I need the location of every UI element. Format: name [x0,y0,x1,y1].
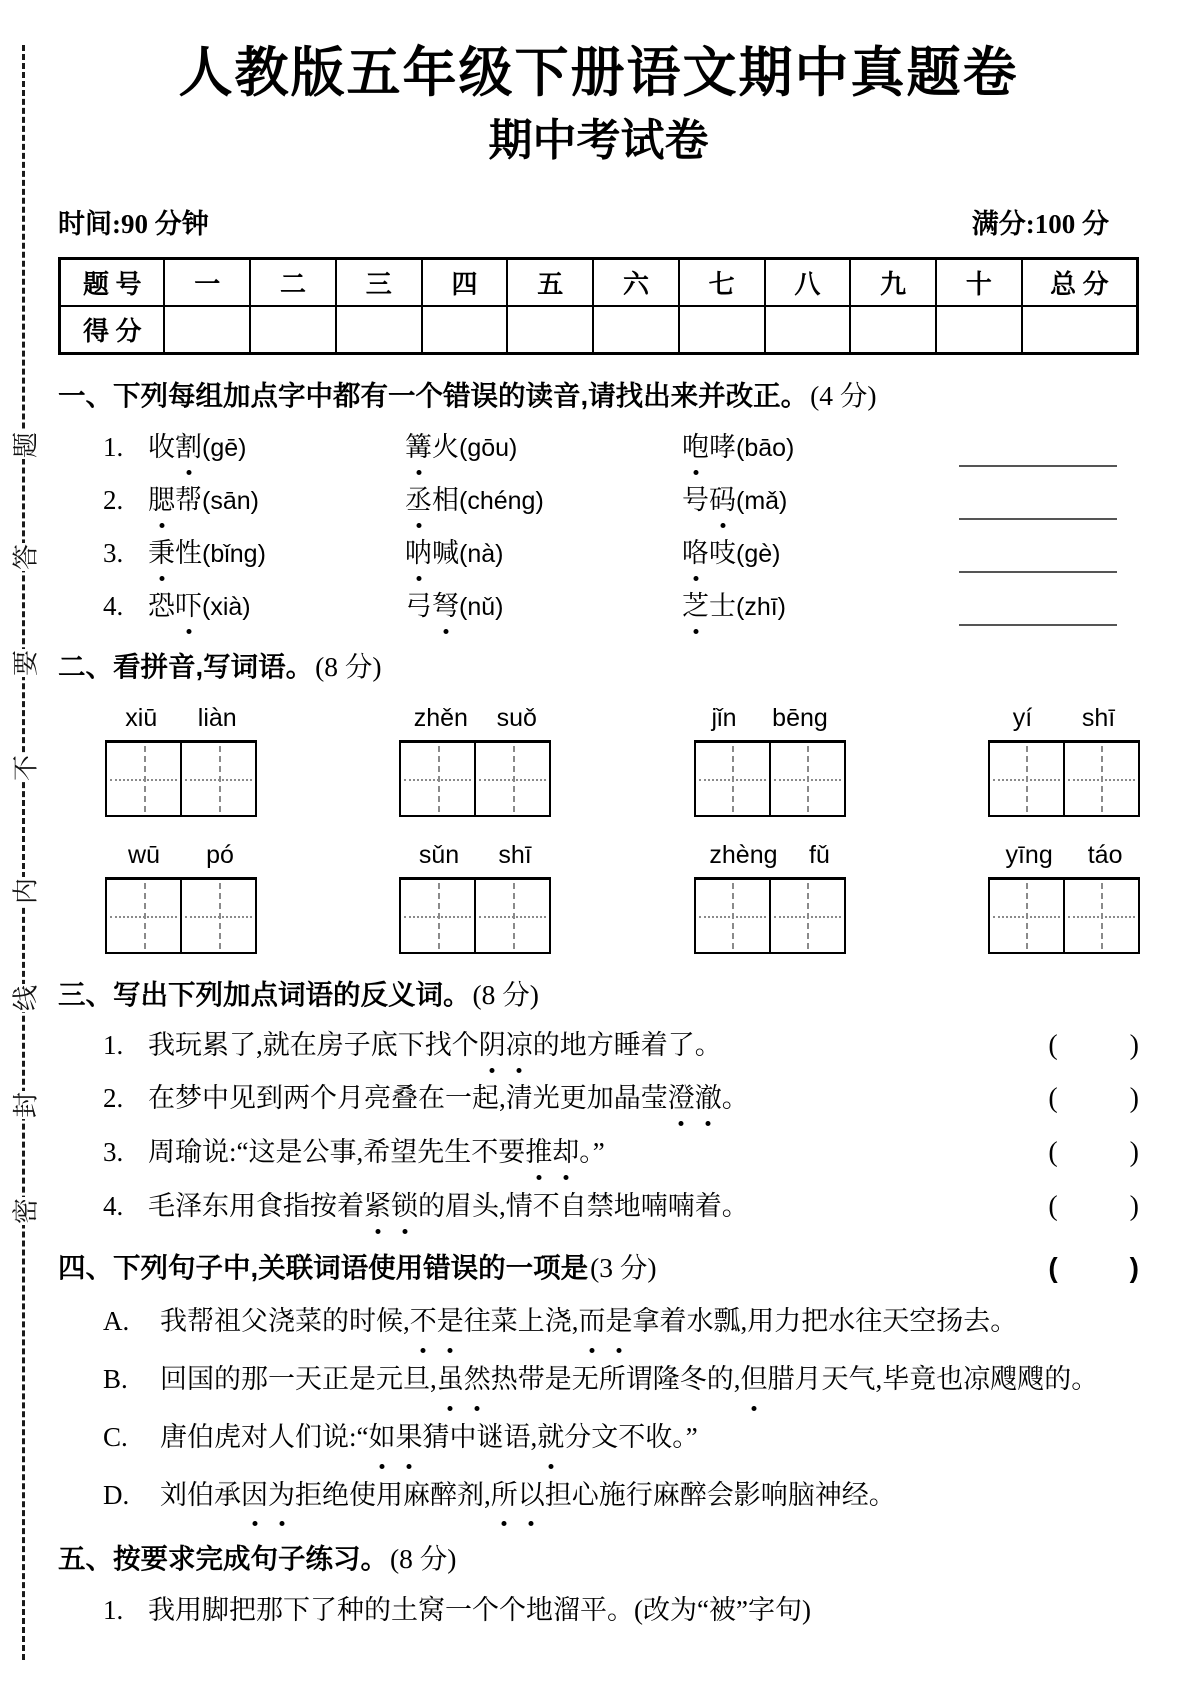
option-sentence [160,1299,1139,1345]
word-char: 弓 [405,591,432,622]
section1-points: (4 分) [810,379,877,411]
question-sentence [148,1591,1139,1630]
pinyin-syllable: jǐn [711,703,737,732]
character-writing-box [105,740,257,817]
pinyin-word-group [694,704,846,817]
bracket-close: ) [1129,1029,1139,1061]
item-number: 2. [103,1083,124,1114]
section4-heading-text: 四、下列句子中,关联词语使用错误的一项是 [58,1252,589,1284]
pinyin-label [988,704,1140,733]
character-writing-box [988,740,1140,817]
writing-cell [1063,880,1138,952]
emphasis-dot-char: 但 [741,1357,768,1403]
answer-bracket [1048,1079,1139,1120]
section3-heading-text: 三、写出下列加点词语的反义词。 [58,978,471,1010]
option-sentence [160,1357,1139,1403]
meta-row [58,202,1139,241]
answer-bracket [1048,1187,1139,1228]
section3-heading [58,976,1139,1013]
sentence-exercise-item [58,1591,1139,1630]
bracket-open: ( [1048,1083,1058,1115]
sentence-text: 拿着水瓢,用力把水往天空扬去。 [632,1305,1018,1336]
pinyin-label: (mǎ) [736,487,788,516]
word-char: 吱 [709,538,736,569]
pinyin-label: (gōu) [459,433,518,462]
word-with-pinyin [148,534,405,573]
emphasis-dot-char: 却 [552,1133,579,1172]
section1-heading-text: 一、下列每组加点字中都有一个错误的读音,请找出来并改正。 [58,379,809,411]
pinyin-label: (bāo) [736,433,795,462]
pinyin-syllable: shī [498,840,532,869]
pinyin-syllable: pó [206,840,234,869]
bracket-open: ( [1048,1029,1058,1061]
sentence-text: 猜中谜语, [422,1421,538,1452]
section4-points: (3 分) [590,1252,657,1284]
pinyin-correction-row [58,481,1139,520]
score-cell [936,306,1022,354]
pinyin-label: (nà) [459,540,504,569]
emphasis-dot-char: 为 [268,1473,295,1519]
antonym-question-item [58,1079,1139,1120]
score-cell [336,306,422,354]
emphasis-dot-char: 就 [537,1415,564,1461]
item-number: 3. [103,1136,124,1167]
word-char: 相 [432,485,459,516]
sentence-text: 周瑜说:“这是公事,希望先生不要 [148,1136,526,1167]
seal-char: 要 [1,649,48,677]
score-table-column-label: 五 [507,258,593,306]
emphasis-dot-char: 秉 [148,534,175,573]
score-cell [507,306,593,354]
full-score-label: 满分:100 分 [971,208,1109,239]
section5-heading [58,1540,1139,1577]
emphasis-dot-char: 篝 [405,428,432,467]
writing-cell [401,743,474,815]
score-cell [1022,306,1138,354]
score-table-score-row [60,306,1138,354]
pinyin-label [399,841,551,870]
emphasis-dot-char: 虽 [437,1357,464,1403]
emphasis-dot-char: 以 [518,1473,545,1519]
writing-cell [696,743,769,815]
seal-char: 不 [1,754,48,782]
writing-cell [180,743,255,815]
pinyin-label [694,841,846,870]
writing-cell [474,743,549,815]
pinyin-box-row [105,704,1140,817]
emphasis-dot-char: 弩 [432,587,459,626]
pinyin-syllable: suǒ [496,703,537,732]
pinyin-word-group [399,704,551,817]
emphasis-dot-char: 不 [410,1299,437,1345]
pinyin-syllable: zhěn [413,703,468,732]
pinyin-syllable: zhèng [709,840,778,869]
pinyin-label [105,704,257,733]
character-writing-box [694,877,846,954]
pinyin-label [988,841,1140,870]
section2-heading-text: 二、看拼音,写词语。 [58,651,314,683]
word-char: 号 [682,485,709,516]
word-with-pinyin [682,587,786,626]
pinyin-syllable: yí [1012,703,1033,732]
page-subtitle: 期中考试卷 [488,116,709,166]
seal-char: 封 [1,1091,48,1119]
sentence-text: 在梦中见到两个月亮叠在一起,清光更加晶莹 [148,1083,668,1114]
pinyin-label: (bǐng) [202,540,266,569]
seal-char: 内 [1,877,48,905]
sentence-text: 往菜上浇, [463,1305,579,1336]
emphasis-dot-char: 咯 [682,534,709,573]
emphasis-dot-char: 是 [606,1299,633,1345]
writing-cell [474,880,549,952]
writing-cell [990,743,1063,815]
section3-points: (8 分) [472,978,539,1010]
writing-cell [1063,743,1138,815]
pinyin-label [694,704,846,733]
score-table-column-label: 二 [250,258,336,306]
bracket-close: ) [1129,1083,1139,1115]
question-sentence [148,1133,1048,1172]
score-table-column-label: 九 [850,258,936,306]
emphasis-dot-char: 锁 [391,1187,418,1226]
score-table-column-label: 四 [422,258,508,306]
emphasis-dot-char: 澄 [668,1079,695,1118]
content [58,0,1139,1684]
question-sentence [148,1079,1048,1118]
emphasis-dot-char: 凉 [506,1026,533,1065]
time-label: 时间:90 分钟 [58,208,209,239]
pinyin-word-group [694,841,846,954]
bracket-close: ) [1129,1190,1139,1222]
score-table-column-label: 六 [593,258,679,306]
item-number: 1. [103,1594,124,1625]
pinyin-label: (xià) [202,593,251,622]
question-sentence [148,1026,1048,1065]
section4-options [58,1299,1139,1519]
answer-blank-line [959,488,1117,520]
pinyin-word-group [988,704,1140,817]
character-writing-box [105,877,257,954]
item-number: 1. [103,431,124,462]
pinyin-correction-row [58,587,1139,626]
word-with-pinyin [682,481,787,520]
score-table-column-label: 十 [936,258,1022,306]
sentence-text: 。 [721,1083,749,1114]
pinyin-label [105,841,257,870]
option-label: B. [103,1363,128,1394]
pinyin-syllable: liàn [197,703,237,732]
answer-blank-line [959,541,1117,573]
section5-items [58,1591,1139,1630]
emphasis-dot-char: 澈 [695,1079,722,1118]
word-char: 性 [175,538,202,569]
writing-cell [107,743,180,815]
pinyin-label: (zhī) [736,593,786,622]
sentence-text: 的地方睡着了。 [532,1029,722,1060]
emphasis-dot-char: 割 [175,428,202,467]
option-label: A. [103,1305,130,1336]
emphasis-dot-char: 码 [709,481,736,520]
answer-bracket [1048,1133,1139,1174]
sentence-text: 刘伯承 [160,1479,241,1510]
sentence-text: 。” [579,1136,605,1167]
sentence-text: 回国的那一天正是元旦, [160,1363,437,1394]
character-writing-box [988,877,1140,954]
emphasis-dot-char: 呐 [405,534,432,573]
word-with-pinyin [405,534,682,573]
word-with-pinyin [148,481,405,520]
pinyin-syllable: bēng [772,703,828,732]
word-char: 帮 [175,485,202,516]
writing-cell [401,880,474,952]
score-cell [164,306,250,354]
sentence-text: 我帮祖父浇菜的时候, [160,1305,410,1336]
section2-points: (8 分) [315,651,382,683]
antonym-question-item [58,1026,1139,1067]
sentence-text: 我用脚把那下了种的土窝一个个地溜平。(改为“被”字句) [148,1594,811,1625]
pinyin-word-group [105,841,257,954]
score-table-column-label: 总 分 [1022,258,1138,306]
item-number: 4. [103,591,124,622]
writing-cell [769,880,844,952]
item-number: 1. [103,1029,124,1060]
section5-points: (8 分) [390,1543,457,1575]
seal-char: 题 [1,431,48,459]
character-writing-box [399,740,551,817]
score-table-column-label: 八 [765,258,851,306]
choice-option [58,1415,1139,1461]
word-with-pinyin [405,481,682,520]
sentence-text: 腊月天气,毕竟也凉飕飕的。 [767,1363,1099,1394]
character-writing-box [399,877,551,954]
word-with-pinyin [405,587,682,626]
word-with-pinyin [682,428,794,467]
word-char: 哮 [709,431,736,462]
answer-blank-line [959,435,1117,467]
pinyin-label: (gè) [736,540,781,569]
seal-line [8,45,40,1660]
word-char: 喊 [432,538,459,569]
pinyin-word-group [105,704,257,817]
bracket-close: ) [1129,1136,1139,1168]
pinyin-label: (sān) [202,487,259,516]
pinyin-syllable: wū [128,840,161,869]
sentence-text: 担心施行麻醉会影响脑神经。 [544,1479,896,1510]
pinyin-word-group [988,841,1140,954]
word-with-pinyin [682,534,780,573]
option-label: D. [103,1479,130,1510]
emphasis-dot-char: 咆 [682,428,709,467]
emphasis-dot-char: 所 [491,1473,518,1519]
sentence-text: 拒绝使用麻醉剂, [295,1479,491,1510]
choice-option [58,1357,1139,1403]
writing-cell [696,880,769,952]
question-sentence [148,1187,1048,1226]
writing-cell [107,880,180,952]
emphasis-dot-char: 丞 [405,481,432,520]
pinyin-label: (chéng) [459,487,544,516]
pinyin-correction-row [58,428,1139,467]
emphasis-dot-char: 吓 [175,587,202,626]
word-char: 恐 [148,591,175,622]
emphasis-dot-char: 紧 [364,1187,391,1226]
pinyin-syllable: yīng [1005,840,1053,869]
pinyin-label [399,704,551,733]
score-table-column-label: 七 [679,258,765,306]
score-cell [850,306,936,354]
antonym-question-item [58,1133,1139,1174]
choice-option [58,1299,1139,1345]
sentence-text: 唐伯虎对人们说:“ [160,1421,369,1452]
score-table [58,257,1139,355]
sentence-text: 分文不收。” [564,1421,698,1452]
option-sentence [160,1473,1139,1519]
emphasis-dot-char: 阴 [479,1026,506,1065]
pinyin-syllable: táo [1087,840,1123,869]
sentence-text: 热带是无所谓隆冬的, [490,1363,741,1394]
answer-blank-line [959,594,1117,626]
emphasis-dot-char: 而 [579,1299,606,1345]
score-cell [679,306,765,354]
score-cell [250,306,336,354]
emphasis-dot-char: 是 [437,1299,464,1345]
bracket-open: ( [1048,1190,1058,1222]
pinyin-label: (gē) [202,433,247,462]
item-number: 2. [103,485,124,516]
antonym-question-item [58,1187,1139,1228]
word-char: 收 [148,431,175,462]
emphasis-dot-char: 芝 [682,587,709,626]
emphasis-dot-char: 推 [525,1133,552,1172]
emphasis-dot-char: 然 [464,1357,491,1403]
section4-answer-bracket: ( ) [1048,1252,1139,1284]
item-number: 4. [103,1190,124,1221]
word-with-pinyin [148,428,405,467]
pinyin-syllable: fǔ [809,840,830,869]
score-table-score-label: 得 分 [60,306,165,354]
section1-heading [58,377,1139,414]
emphasis-dot-char: 如 [369,1415,396,1461]
option-sentence [160,1415,1139,1461]
pinyin-label: (nǔ) [459,593,504,622]
bracket-open: ( [1048,1136,1058,1168]
pinyin-correction-row [58,534,1139,573]
score-table-header-label: 题 号 [60,258,165,306]
writing-cell [180,880,255,952]
pinyin-syllable: xiū [125,703,158,732]
word-with-pinyin [148,587,405,626]
section2-rows [58,704,1139,954]
choice-option [58,1473,1139,1519]
section2-heading [58,648,1139,685]
emphasis-dot-char: 因 [241,1473,268,1519]
seal-char: 线 [1,984,48,1012]
word-char: 士 [709,591,736,622]
section3-items [58,1026,1139,1227]
pinyin-box-row [105,841,1140,954]
item-number: 3. [103,538,124,569]
sentence-text: 我玩累了,就在房子底下找个 [148,1029,479,1060]
pinyin-syllable: sǔn [418,840,460,869]
score-table-header-row [60,258,1138,306]
option-label: C. [103,1421,128,1452]
emphasis-dot-char: 果 [396,1415,423,1461]
sentence-text: 的眉头,情不自禁地喃喃着。 [418,1190,749,1221]
section5-heading-text: 五、按要求完成句子练习。 [58,1543,388,1575]
score-table-column-label: 一 [164,258,250,306]
answer-bracket [1048,1026,1139,1067]
section4-heading [58,1249,1139,1287]
pinyin-word-group [399,841,551,954]
score-cell [593,306,679,354]
seal-char: 密 [1,1197,48,1225]
word-with-pinyin [405,428,682,467]
score-cell [765,306,851,354]
emphasis-dot-char: 腮 [148,481,175,520]
writing-cell [769,743,844,815]
pinyin-syllable: shī [1081,703,1116,732]
score-cell [422,306,508,354]
writing-cell [990,880,1063,952]
section1-rows [58,428,1139,627]
seal-dashed-line [22,45,25,1660]
character-writing-box [694,740,846,817]
page-title: 人教版五年级下册语文期中真题卷 [178,43,1019,103]
word-char: 火 [432,431,459,462]
score-table-column-label: 三 [336,258,422,306]
sentence-text: 毛泽东用食指按着 [148,1190,364,1221]
seal-char: 答 [1,543,48,571]
